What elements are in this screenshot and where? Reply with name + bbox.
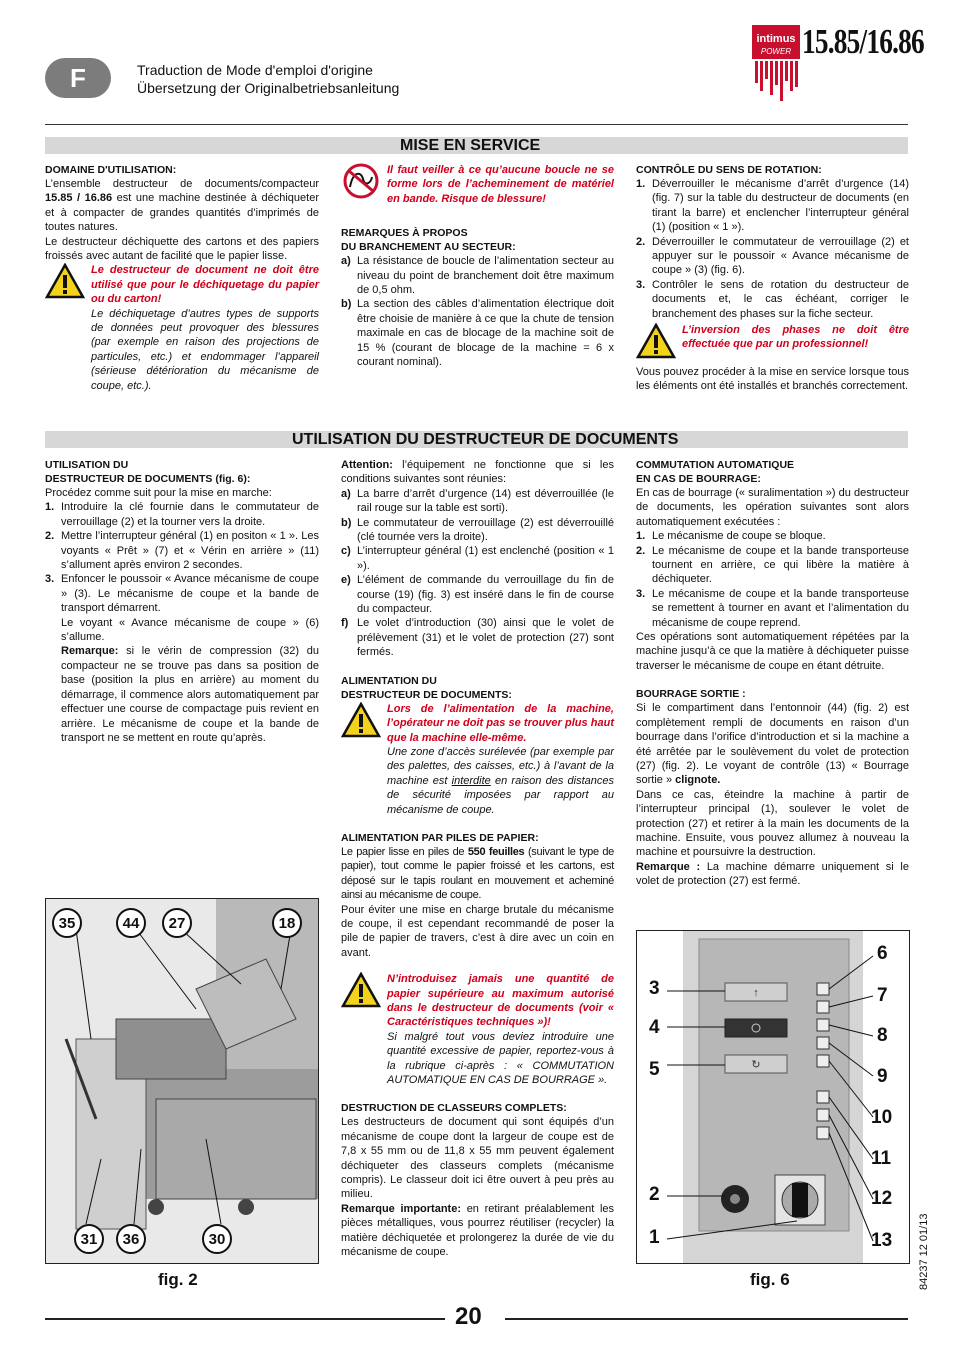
- s1c2-warning: [341, 163, 614, 206]
- header-line-1: Traduction de Mode d'emploi d'origine: [137, 62, 373, 78]
- document-code: 84237 12 01/13: [918, 1213, 930, 1290]
- s2c3-bourrage-para2: Dans ce cas, éteindre la machine à partir de l’interrupteur principal (1), soulever le volet de protection (27) et retirer à la main les documents de la machine. Ensuite, vous pouvez allumez à nouveau la machine et poursuivre la destruction.: [636, 788, 909, 859]
- s2c2-heading-alim-2: DESTRUCTEUR DE DOCUMENTS:: [341, 688, 512, 701]
- s2c3-intro: En cas de bourrage (« suralimentation ») du destructeur de documents, les opération suivantes sont alors automatiquement exécutées :: [636, 487, 909, 528]
- header-text: [137, 61, 399, 97]
- list-item: 3. Le mécanisme de coupe et la bande transporteuse se remettent à tourner en avant et l’alimentation du mécanisme de coupe reprend.: [636, 587, 909, 629]
- s2-col2: [341, 458, 614, 1260]
- callout-9: 9: [877, 1066, 888, 1087]
- s2c1-intro: Procédez comme suit pour la mise en marche:: [45, 487, 272, 499]
- s2c2-warning-2-text: N’introduisez jamais une quantité de papier supérieure au maximum autorisé dans le destructeur de documents (voir « Caractéristiques techniques »)!: [387, 973, 614, 1029]
- s1c3-heading: CONTRÔLE DU SENS DE ROTATION:: [636, 164, 822, 176]
- callout-35: 35: [52, 908, 82, 938]
- callout-7: 7: [877, 985, 888, 1006]
- callout-4: 4: [649, 1017, 660, 1038]
- warning-triangle-icon: [341, 972, 381, 1008]
- s1c3-warning: [636, 323, 909, 359]
- svg-text:↑: ↑: [753, 987, 759, 999]
- s2c2-classeurs-remark: Remarque importante: en retirant préalablement les pièces métalliques, vous pourrez réutiliser (recycler) la matière déchiquetée et prolongerez la durée de vie du mécanisme de coupe.: [341, 1202, 615, 1259]
- s2c2-heading-classeurs: DESTRUCTION DE CLASSEURS COMPLETS:: [341, 1102, 567, 1115]
- s2c2-warning-1-text: Lors de l’alimentation de la machine, l’opérateur ne doit pas se trouver plus haut que la machine elle-même.: [387, 702, 614, 744]
- s2c3-para-after: Ces opérations sont automatiquement répétées par la machine jusqu’à ce que la matière à déchiqueter puisse traverser le mécanisme de coupe en étant détruite.: [636, 631, 909, 672]
- header-divider: [45, 124, 908, 125]
- list-item: f) Le volet d’introduction (30) ainsi que le volet de prélèvement (31) et le volet de protection (27) sont fermés.: [341, 617, 614, 659]
- s2c3-heading-bourrage: BOURRAGE SORTIE :: [636, 688, 746, 701]
- svg-text:↻: ↻: [751, 1059, 761, 1071]
- callout-12: 12: [871, 1188, 893, 1209]
- header-line-2: Übersetzung der Originalbetriebsanleitung: [137, 80, 400, 96]
- s2-col3: [636, 458, 909, 889]
- warning-triangle-icon: [341, 702, 381, 738]
- s2c3-heading-2: EN CAS DE BOURRAGE:: [636, 473, 761, 485]
- intimus-logo: [752, 25, 800, 107]
- callout-11: 11: [871, 1148, 892, 1169]
- s1c1-heading: DOMAINE D'UTILISATION:: [45, 164, 177, 176]
- figure-6-control-panel: [636, 930, 910, 1264]
- list-item: 2. Le mécanisme de coupe et la bande transporteuse tournent en arrière, ce qui libère la matière à déchiqueter.: [636, 544, 909, 586]
- list-item: c) L’interrupteur général (1) est enclenché (position « 1 »).: [341, 545, 614, 572]
- list-item: 1. Introduire la clé fournie dans le commutateur de verrouillage (2) et la tourner vers la droite.: [45, 501, 319, 528]
- s2c2-piles-para2: Pour éviter une mise en charge brutale du mécanisme de coupe, il est cependant recommandé de poser la pile de papier de travers, c’est à dire avec un coin en avant.: [341, 903, 614, 959]
- list-item: b) La section des câbles d’alimentation électrique doit être choisie de manière à ce que la chute de tension maximale en cas de blocage de la machine soit de 15 % (courant de blocage de la machine = 6 x courant nominal).: [341, 298, 614, 369]
- s1c1-warning: [45, 263, 319, 393]
- s1c2-list: [341, 254, 614, 369]
- s1-col2: [341, 163, 614, 369]
- control-panel-illustration: [637, 931, 909, 1263]
- figure-2-caption: fig. 2: [158, 1270, 198, 1289]
- brand-sub: POWER: [760, 47, 792, 56]
- callout-44: 44: [116, 908, 146, 938]
- s1c1-warning-detail: Le déchiquetage d’autres types de supports de données peut provoquer des blessures (par exemple en raison des projections de particules, etc.) et endommager l’appareil (sérieuse détérioration du mécanisme de coupe, etc.).: [91, 307, 319, 392]
- s2c2-piles-para: Le papier lisse en piles de 550 feuilles (suivant le type de papier), tout comme le papier froissé et les cartons, est déposé sur le tapis roulant en mouvement et acheminé ainsi au mécanisme de coupe.: [341, 845, 614, 902]
- s1c1-para1: L’ensemble destructeur de documents/compacteur 15.85 / 16.86 est une machine destinée à déchiqueter et à compacter de grandes quantités d’imprimés de toutes natures.: [45, 178, 319, 234]
- s2c1-item3-sub: Le voyant « Avance mécanisme de coupe » (6) s’allume.: [61, 616, 319, 644]
- callout-36: 36: [116, 1224, 146, 1254]
- callout-30: 30: [202, 1224, 232, 1254]
- list-item: 1. Le mécanisme de coupe se bloque.: [636, 530, 826, 543]
- s1c3-para: Vous pouvez procéder à la mise en service lorsque tous les éléments ont été installés et branchés correctement.: [636, 366, 909, 393]
- figure-6-caption: fig. 6: [750, 1270, 790, 1289]
- s1c1-para2: Le destructeur déchiquette des cartons et des papiers froissés avec autant de facilité que le papier lisse.: [45, 235, 319, 263]
- s2c1-heading-2: DESTRUCTEUR DE DOCUMENTS (fig. 6):: [45, 473, 251, 485]
- page-number: 20: [455, 1303, 482, 1330]
- callout-18: 18: [272, 908, 302, 938]
- s2c2-warning-2-detail: Si malgré tout vous deviez introduire une quantité excessive de papier, reportez-vous à la rubrique ci-après : « COMMUTATION AUTOMATIQUE EN CAS DE BOURRAGE ».: [387, 1030, 614, 1087]
- model-number: 15.85/16.86: [802, 22, 924, 61]
- footer-rule-right: [505, 1318, 908, 1320]
- s2c1-remark: Remarque: si le vérin de compression (32) du compacteur ne se trouve pas dans sa position de base (position la plus en arrière) au moment du démarrage, il commence alors automatiquement par effectuer une course de compactage puis revient en arrière. Le mécanisme de coupe et la bande de transport ne se mettent en route qu’après.: [61, 645, 319, 744]
- s1c3-list: [636, 177, 909, 321]
- warning-triangle-icon: [45, 263, 85, 299]
- s1c2-warning-text: Il faut veiller à ce qu’aucune boucle ne se forme lors de l’acheminement de matériel en bande. Risque de blessure!: [387, 164, 614, 205]
- section-title-mise-en-service: MISE EN SERVICE: [400, 137, 541, 154]
- s2c2-heading-alim-1: ALIMENTATION DU: [341, 674, 437, 687]
- s1c3-warning-text: L’inversion des phases ne doit être effectuée que par un professionnel!: [682, 324, 909, 351]
- list-item: 3. Enfoncer le poussoir « Avance mécanisme de coupe » (3). Le mécanisme de coupe et la bande de transport démarrent. Le voyant « Avance mécanisme de coupe » (6) s’allume. Remarque: si le vérin de compression (32) du compacteur ne se trouve pas dans sa position de base (position la plus en arrière) au moment du démarrage, il commence alors automatiquement par effectuer une course de compactage puis revient en arrière. Le mécanisme de coupe et la bande de transport ne se mettent en route qu’après.: [45, 573, 319, 744]
- s2c2-attention: Attention: l’équipement ne fonctionne que si les conditions suivantes sont réunies:: [341, 459, 614, 486]
- shredder-compactor-illustration: [46, 899, 318, 1263]
- list-item: e) L’élément de commande du verrouillage du fin de course (19) (fig. 3) est inséré dans le fin de course du compacteur.: [341, 574, 614, 616]
- callout-13: 13: [871, 1230, 893, 1251]
- s2c1-heading-1: UTILISATION DU: [45, 459, 129, 471]
- list-item: b) Le commutateur de verrouillage (2) est déverrouillé (clé tournée vers la droite).: [341, 516, 614, 544]
- footer-rule-left: [45, 1318, 445, 1320]
- list-item: a) La résistance de boucle de l’alimentation secteur au niveau du point de branchement doit être maximum de 0,5 ohm.: [341, 255, 614, 297]
- s2-col1: [45, 458, 319, 745]
- s1c1-warning-text: Le destructeur de document ne doit être utilisé que pour le déchiquetage du papier ou du carton!: [91, 264, 319, 306]
- callout-31: 31: [74, 1224, 104, 1254]
- callout-1: 1: [649, 1227, 660, 1248]
- list-item: 2. Mettre l’interrupteur général (1) en positon « 1 ». Les voyants « Prêt » (7) et « Vérin en arrière » (11) s’allument après environ 2 secondes.: [45, 530, 319, 572]
- s1c2-heading-1: REMARQUES À PROPOS: [341, 227, 468, 240]
- s2c2-conditions: [341, 487, 614, 660]
- list-item: 2. Déverrouiller le commutateur de verrouillage (2) et appuyer sur le poussoir « Avance mécanisme de coupe » (3) (fig. 6).: [636, 235, 909, 277]
- s1c2-heading-2: DU BRANCHEMENT AU SECTEUR:: [341, 241, 516, 254]
- s2c2-warning-1: [341, 702, 614, 817]
- figure-2-machine-photo: [45, 898, 319, 1264]
- list-item: a) La barre d’arrêt d’urgence (14) est déverrouillée (le rail rouge sur la table est sorti).: [341, 487, 614, 515]
- callout-2: 2: [649, 1184, 660, 1205]
- callout-27: 27: [162, 908, 192, 938]
- brand-name: intimus: [756, 33, 796, 45]
- callout-8: 8: [877, 1025, 888, 1046]
- callout-5: 5: [649, 1059, 660, 1080]
- list-item: 3. Contrôler le sens de rotation du destructeur de documents et, le cas échéant, corriger le branchement des phases sur la fiche secteur.: [636, 278, 909, 320]
- warning-triangle-icon: [636, 323, 676, 359]
- s2c3-bourrage-para: Si le compartiment dans l’entonnoir (44) (fig. 2) est complètement rempli de documents en raison d’un bourrage dans l’orifice d’introduction et si la machine a été arrêtée par le soulèvement du volet de protection (27) (fig. 2). Le voyant de contrôle (13) « Bourrage sortie » clignote.: [636, 702, 909, 787]
- s2c2-warning-2: [341, 972, 614, 1087]
- s2c2-warning-1-detail: Une zone d’accès surélevée (par exemple par des palettes, des caisses, etc.) à l’avant de la machine est interdite en raison des distances de sécurité imposées par rapport au mécanisme de coupe.: [387, 745, 614, 816]
- callout-10: 10: [871, 1107, 893, 1128]
- callout-3: 3: [649, 978, 660, 999]
- section-title-utilisation: UTILISATION DU DESTRUCTEUR DE DOCUMENTS: [292, 431, 679, 448]
- s2c3-remark: Remarque : La machine démarre uniquement si le volet de protection (27) est fermé.: [636, 860, 909, 888]
- s2c3-heading-1: COMMUTATION AUTOMATIQUE: [636, 459, 795, 471]
- s2c1-list: [45, 500, 319, 745]
- callout-6: 6: [877, 943, 888, 964]
- s2c2-heading-piles: ALIMENTATION PAR PILES DE PAPIER:: [341, 831, 539, 844]
- s2c3-list: [636, 529, 909, 630]
- s2c2-classeurs-para: Les destructeurs de document qui sont équipés d’un mécanisme de coupe dont la largeur de coupe est de 7,8 x 55 mm ou de 11,8 x 55 mm peuvent également déchiqueter des classeurs complets (mécanisme compris). Le classeur doit ici être ouvert à peu près au milieu.: [341, 1116, 614, 1201]
- list-item: 1. Déverrouiller le mécanisme d’arrêt d’urgence (14) (fig. 7) sur la table du destructeur de documents (en tirant la barre) et enclencher l’interrupteur général (1) (position « 1 »).: [636, 178, 909, 234]
- s1-col1: [45, 163, 319, 393]
- s1-col3: [636, 163, 909, 394]
- language-badge: F: [45, 58, 111, 98]
- no-loop-prohibition-icon: [341, 163, 381, 199]
